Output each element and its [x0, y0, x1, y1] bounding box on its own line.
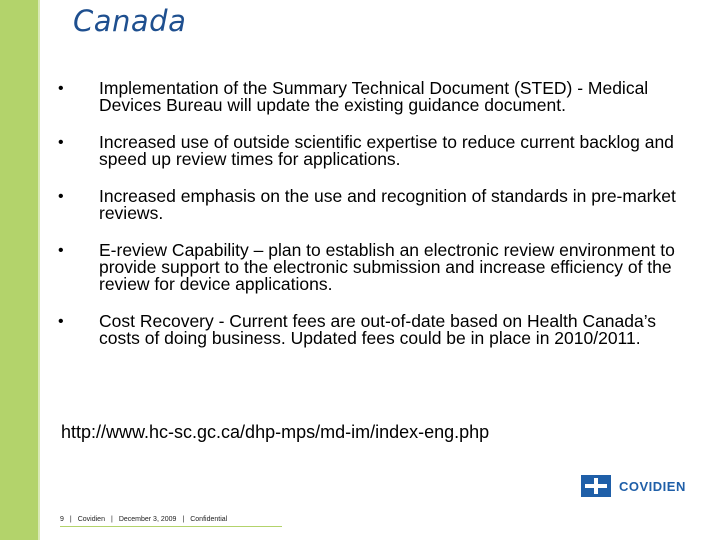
covidien-logo	[581, 475, 686, 497]
accent-side-line	[38, 0, 40, 540]
bullet-text: Increased emphasis on the use and recognition of standards in pre-market reviews.	[99, 186, 676, 223]
bullet-text: Implementation of the Summary Technical Document (STED) - Medical Devices Bureau will update the existing guidance document.	[99, 78, 649, 115]
bullet-item-sted	[58, 80, 688, 114]
bullet-icon: •	[58, 242, 64, 259]
bullet-icon: •	[58, 188, 64, 205]
bullet-list	[58, 80, 688, 367]
reference-url[interactable]: http://www.hc-sc.gc.ca/dhp-mps/md-im/index-eng.php	[61, 422, 490, 442]
slide-footer	[60, 516, 227, 523]
bullet-text: E-review Capability – plan to establish an electronic review environment to provide support to the electronic submission and increase efficiency of the review for device applications.	[99, 240, 675, 294]
bullet-icon: •	[58, 313, 64, 330]
bullet-text: Increased use of outside scientific expertise to reduce current backlog and speed up review times for applications.	[99, 132, 674, 169]
footer-separator: |	[69, 516, 72, 523]
bullet-text: Cost Recovery - Current fees are out-of-date based on Health Canada’s costs of doing business. Updated fees could be in place in 2010/2011.	[99, 311, 657, 348]
footer-classification: Confidential	[190, 516, 228, 523]
footer-separator: |	[182, 516, 185, 523]
footer-date: December 3, 2009	[118, 516, 177, 523]
covidien-cross-icon	[581, 475, 611, 497]
accent-side-bar	[0, 0, 38, 540]
footer-separator: |	[110, 516, 113, 523]
bullet-icon: •	[58, 134, 64, 151]
bullet-item-expertise	[58, 134, 688, 168]
bullet-item-standards	[58, 188, 688, 222]
footer-underline	[60, 526, 282, 527]
logo-text: COVIDIEN	[619, 478, 686, 494]
bullet-item-cost-recovery	[58, 313, 688, 347]
bullet-item-e-review	[58, 242, 688, 293]
slide-title: Canada	[73, 4, 187, 38]
footer-company: Covidien	[77, 516, 105, 523]
page-number: 9	[60, 516, 64, 523]
bullet-icon: •	[58, 80, 64, 97]
